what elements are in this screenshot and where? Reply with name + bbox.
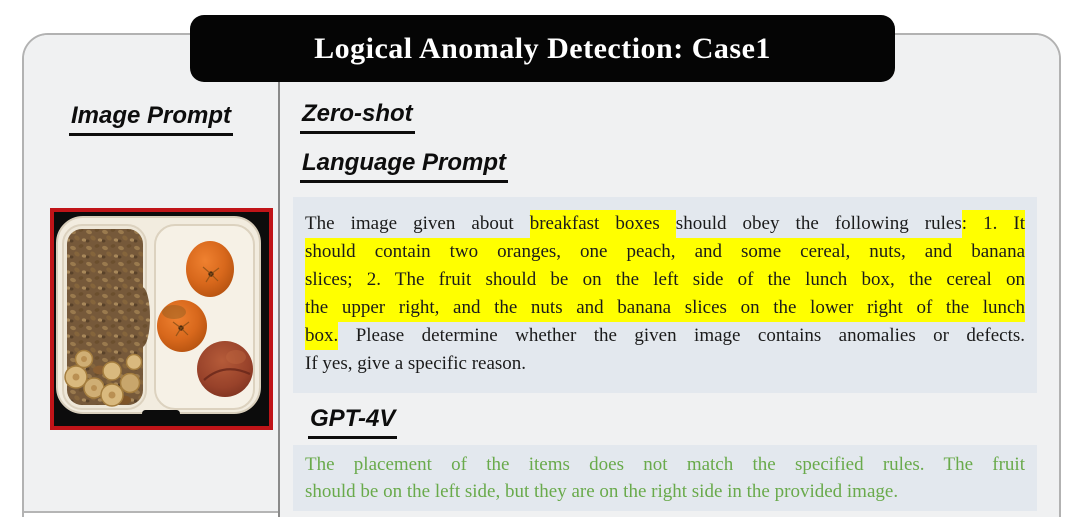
language-prompt-heading [300, 149, 508, 183]
image-prompt-heading [24, 102, 278, 136]
gpt4v-response-box [293, 445, 1037, 511]
plain-text: Please determine whether the given image contains anomalies or defects. [338, 325, 1025, 346]
orange-top [186, 241, 234, 297]
image-prompt-column [24, 35, 278, 513]
highlighted-text: : 1. It [962, 210, 1025, 238]
highlighted-text: slices; 2. The fruit should be on the left side of the lunch box, the cereal on [305, 266, 1025, 294]
tray-notch [142, 410, 180, 417]
text-line [305, 350, 1025, 378]
highlighted-text: box. [305, 322, 338, 350]
language-prompt-heading-text: Language Prompt [300, 149, 508, 183]
gpt4v-heading [308, 405, 397, 439]
image-prompt-heading-text: Image Prompt [69, 102, 233, 136]
text-line [305, 294, 1025, 322]
plain-text: should be on the left side, but they are on the right side in the provided image. [305, 481, 899, 502]
plain-text: should obey the following rules [675, 213, 962, 234]
text-line [305, 266, 1025, 294]
gpt4v-heading-text: GPT-4V [308, 405, 397, 439]
text-line [305, 210, 1025, 238]
text-column [278, 35, 1059, 517]
plain-text: The placement of the items does not match the specified rules. The fruit [305, 454, 1025, 475]
text-line [305, 238, 1025, 266]
text-line [305, 478, 1025, 505]
plain-text: The image given about [305, 213, 530, 234]
text-line [305, 451, 1025, 478]
zero-shot-heading-text: Zero-shot [300, 100, 415, 134]
plain-text: If yes, give a specific reason. [305, 353, 527, 374]
peach [197, 341, 253, 397]
orange-middle [157, 300, 207, 352]
figure-title-bar [190, 15, 895, 82]
text-line [305, 322, 1025, 350]
highlighted-text: the upper right, and the nuts and banana slices on the lower right of the lunch [305, 294, 1025, 322]
figure-title-text: Logical Anomaly Detection: Case1 [314, 31, 771, 65]
breakfast-box-image [54, 212, 269, 426]
breakfast-box-photo [50, 208, 273, 430]
highlighted-text: breakfast boxes [530, 210, 676, 238]
figure-panel [22, 33, 1061, 517]
language-prompt-box [293, 197, 1037, 393]
zero-shot-heading [300, 100, 415, 134]
highlighted-text: should contain two oranges, one peach, and some cereal, nuts, and banana [305, 238, 1025, 266]
